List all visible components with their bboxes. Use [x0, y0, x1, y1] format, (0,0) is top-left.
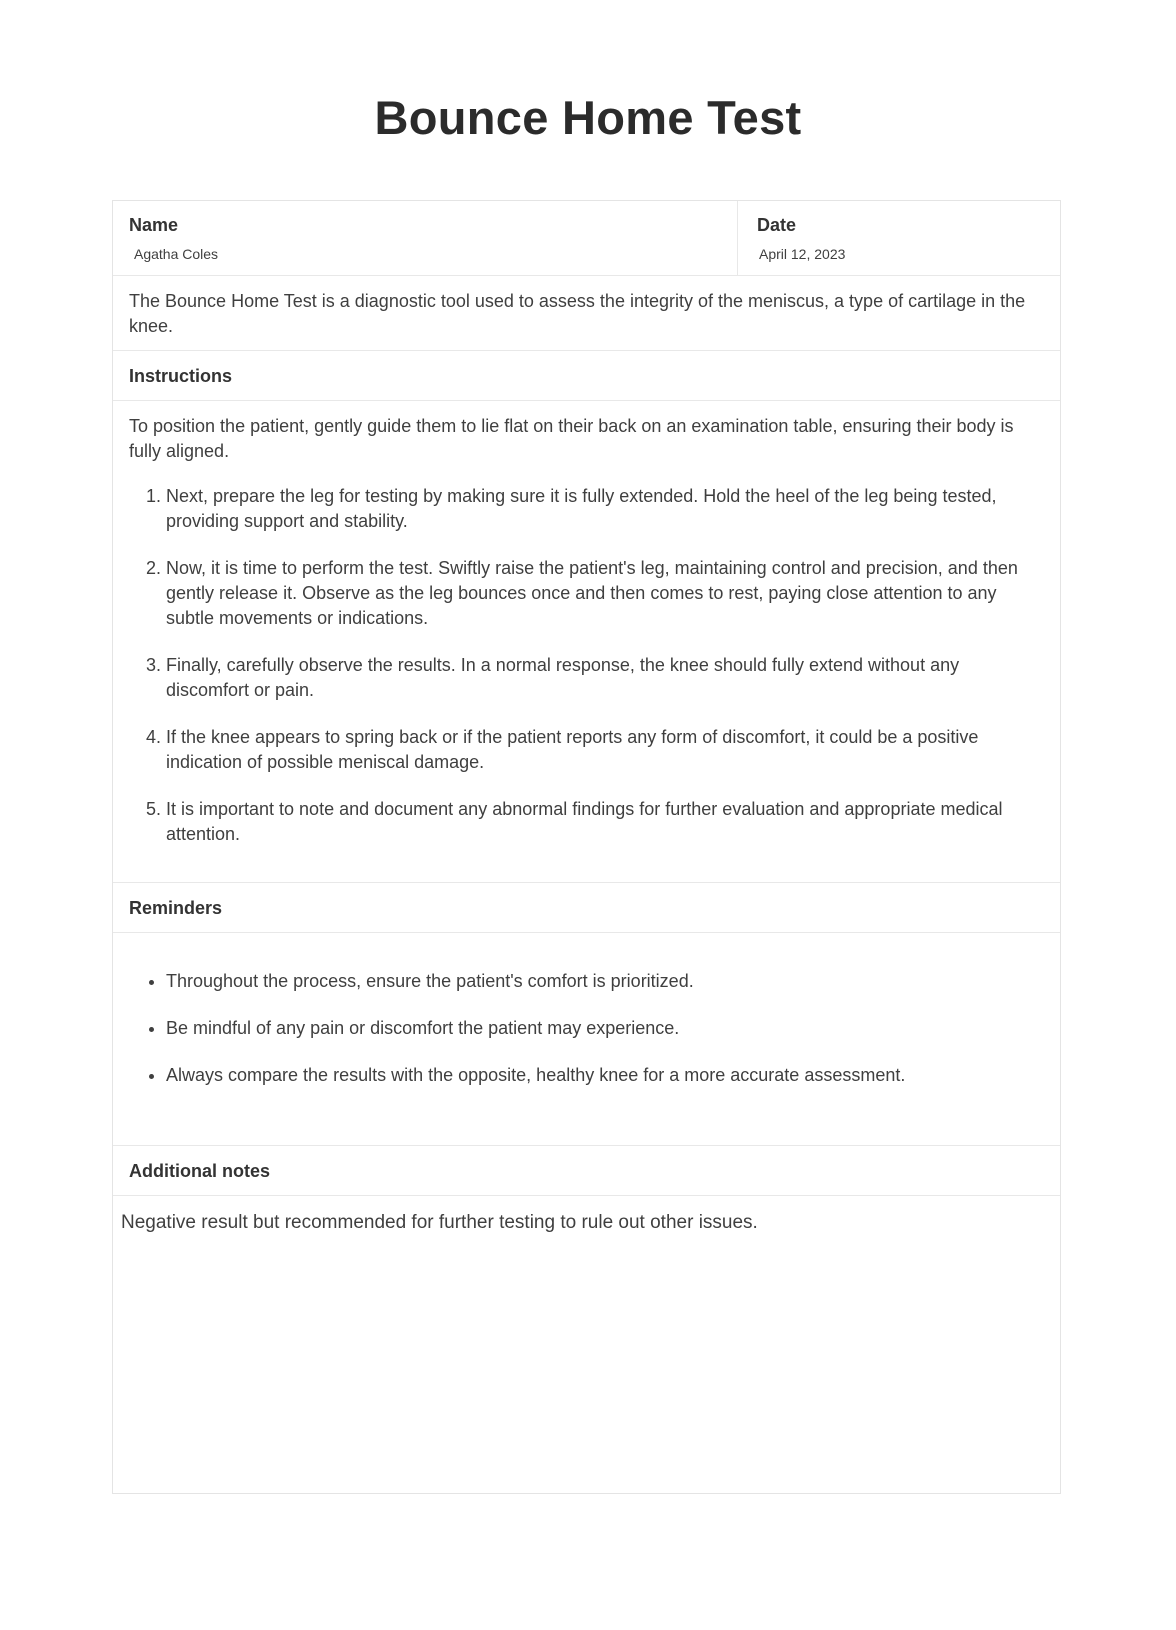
- reminder-item: • Be mindful of any pain or discomfort the patient may experience.: [166, 1016, 1044, 1041]
- instructions-steps-list: [129, 484, 1044, 847]
- reminder-item: • Throughout the process, ensure the patient's comfort is prioritized.: [166, 969, 1044, 994]
- name-value: Agatha Coles: [134, 246, 219, 262]
- test-description: The Bounce Home Test is a diagnostic tool used to assess the integrity of the meniscus, a type of cartilage in the knee.: [113, 276, 1060, 351]
- reminders-content: [113, 933, 1060, 1146]
- additional-notes-content: Negative result but recommended for further testing to rule out other issues.: [121, 1212, 758, 1233]
- instruction-step: 4. If the knee appears to spring back or if the patient reports any form of discomfort, it could be a positive indication of possible meniscal damage.: [166, 725, 1044, 775]
- instructions-content: [113, 401, 1060, 883]
- reminder-item: • Always compare the results with the opposite, healthy knee for a more accurate assessment.: [166, 1063, 1044, 1088]
- reminders-heading: Reminders: [113, 883, 1060, 933]
- name-date-row: [113, 201, 1060, 276]
- instructions-heading: Instructions: [113, 351, 1060, 401]
- name-field: [113, 201, 738, 275]
- additional-notes-heading: Additional notes: [113, 1146, 1060, 1196]
- reminders-list: [129, 969, 1044, 1088]
- name-label: Name: [129, 215, 179, 235]
- instruction-step: 5. It is important to note and document any abnormal findings for further evaluation and appropriate medical attention.: [166, 797, 1044, 847]
- form-table: [112, 200, 1061, 1494]
- date-value: April 12, 2023: [759, 246, 846, 262]
- instruction-step: 3. Finally, carefully observe the results. In a normal response, the knee should fully extend without any discomfort or pain.: [166, 653, 1044, 703]
- instruction-step: 1. Next, prepare the leg for testing by making sure it is fully extended. Hold the heel of the leg being tested, providing support and stability.: [166, 484, 1044, 534]
- date-label: Date: [757, 215, 797, 235]
- date-field: [738, 201, 1060, 275]
- instruction-step: 2. Now, it is time to perform the test. Swiftly raise the patient's leg, maintaining control and precision, and then gently release it. Observe as the leg bounces once and then comes to rest, paying close attention to any subtle movements or indications.: [166, 556, 1044, 631]
- instructions-intro: To position the patient, gently guide them to lie flat on their back on an examination table, ensuring their body is fully aligned.: [129, 416, 1014, 461]
- page-title: Bounce Home Test: [374, 91, 802, 144]
